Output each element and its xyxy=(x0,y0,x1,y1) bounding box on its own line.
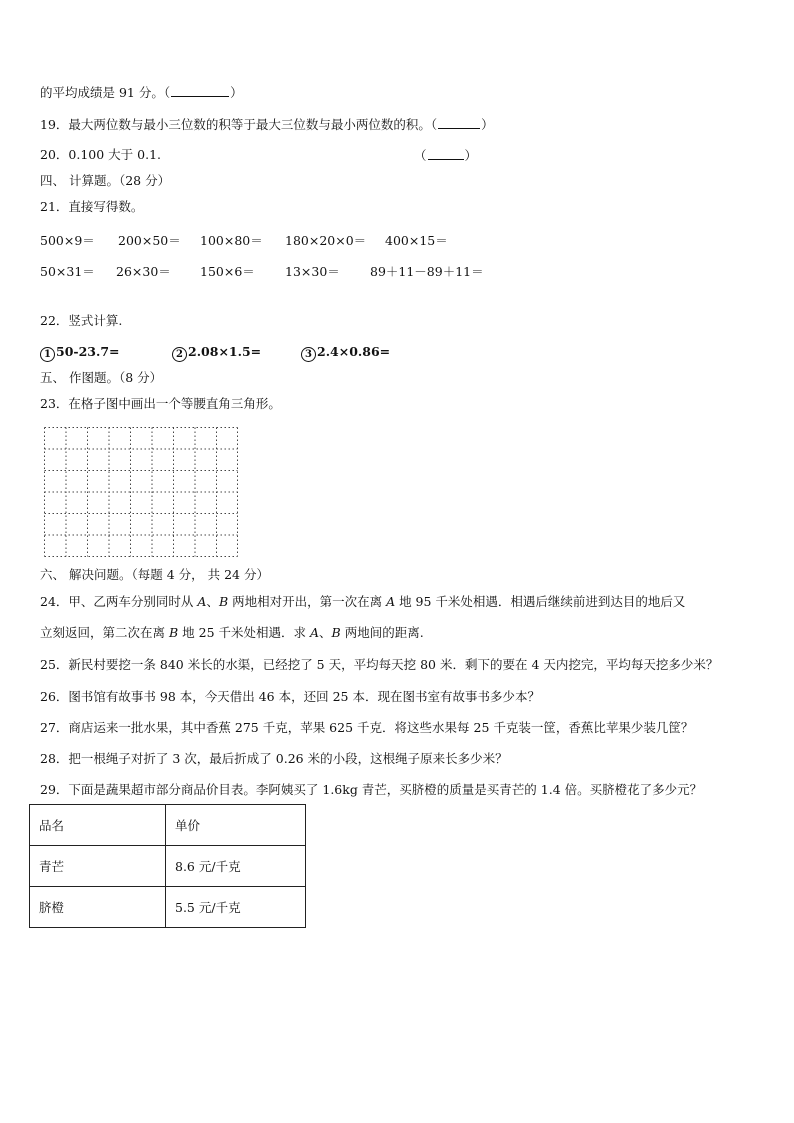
paren-close: ） xyxy=(230,85,243,100)
question-18-tail xyxy=(40,84,243,101)
section-6-heading: 六、 解决问题。（每题 4 分， 共 24 分） xyxy=(40,567,269,582)
text-segment: 两地相对开出，第一次在离 xyxy=(228,594,387,609)
table-header-row xyxy=(30,805,306,846)
point-label: B xyxy=(168,625,179,640)
calc-item: 89＋11－89＋11＝ xyxy=(370,264,484,279)
calc-item: 150×6＝ xyxy=(200,264,255,279)
question-24-line-2 xyxy=(40,625,424,641)
question-text: 的平均成绩是 91 分。（ xyxy=(40,85,171,100)
table-row xyxy=(30,846,306,887)
question-23-title: 23．在格子图中画出一个等腰直角三角形。 xyxy=(40,396,281,411)
point-label: A xyxy=(197,594,207,609)
calc-item: 400×15＝ xyxy=(385,233,448,248)
calc-expression: 2.08×1.5= xyxy=(188,344,262,359)
question-27: 27．商店运来一批水果，其中香蕉 275 千克，苹果 625 千克．将这些水果每 25 千克装一筐，香蕉比苹果少装几筐？ xyxy=(40,720,694,735)
paren-close: ） xyxy=(464,148,478,163)
question-20-answer xyxy=(414,147,477,164)
header-cell: 品名 xyxy=(30,805,166,846)
calc-item: 180×20×0＝ xyxy=(285,233,367,248)
vertical-calc-item xyxy=(40,344,120,362)
calc-expression: 50-23.7= xyxy=(56,344,120,359)
point-label: B xyxy=(218,594,229,609)
question-29: 29．下面是蔬果超市部分商品价目表。李阿姨买了 1.6kg 青芒，买脐橙的质量是买青芒的 1.4 倍。买脐橙花了多少元？ xyxy=(40,782,703,797)
question-19 xyxy=(40,116,494,133)
header-cell: 单价 xyxy=(166,805,306,846)
question-24-line-1 xyxy=(40,594,685,610)
price-table xyxy=(29,804,306,928)
calc-item: 200×50＝ xyxy=(118,233,181,248)
answer-blank[interactable] xyxy=(438,116,480,129)
vertical-calc-item xyxy=(172,344,261,362)
section-5-heading: 五、 作图题。（8 分） xyxy=(40,370,163,385)
circled-number: 2 xyxy=(172,347,187,362)
calc-item: 13×30＝ xyxy=(285,264,340,279)
question-22-title: 22．竖式计算. xyxy=(40,313,123,328)
dot-grid[interactable] xyxy=(44,427,238,557)
vertical-calc-item xyxy=(301,344,390,362)
text-segment: 地 95 千米处相遇．相遇后继续前进到达目的地后又 xyxy=(395,594,686,609)
table-row xyxy=(30,887,306,928)
calc-item: 50×31＝ xyxy=(40,264,95,279)
question-21-title: 21．直接写得数。 xyxy=(40,199,144,214)
table-cell: 青芒 xyxy=(30,846,166,887)
table-cell: 8.6 元/千克 xyxy=(166,846,306,887)
point-label: A xyxy=(309,625,320,640)
question-28: 28．把一根绳子对折了 3 次，最后折成了 0.26 米的小段，这根绳子原来长多少米？ xyxy=(40,751,508,766)
calc-item: 100×80＝ xyxy=(200,233,263,248)
text-segment: 地 25 千米处相遇．求 xyxy=(178,625,310,640)
paren-close: ） xyxy=(481,117,494,132)
calc-item: 26×30＝ xyxy=(116,264,171,279)
question-20 xyxy=(40,147,161,163)
circled-number: 1 xyxy=(40,347,55,362)
calc-expression: 2.4×0.86= xyxy=(317,344,391,359)
dot-grid-canvas xyxy=(44,427,238,557)
question-25: 25．新民村要挖一条 840 米长的水渠，已经挖了 5 天，平均每天挖 80 米．剩下的要在 4 天内挖完，平均每天挖多少米？ xyxy=(40,657,719,672)
question-26: 26．图书馆有故事书 98 本，今天借出 46 本，还回 25 本．现在图书室有故事书多少本？ xyxy=(40,689,540,704)
answer-blank[interactable] xyxy=(171,84,229,97)
section-4-heading: 四、 计算题。（28 分） xyxy=(40,173,171,188)
answer-blank[interactable] xyxy=(428,147,464,160)
text-segment: 、 xyxy=(319,625,332,640)
table-cell: 脐橙 xyxy=(30,887,166,928)
table-cell: 5.5 元/千克 xyxy=(166,887,306,928)
paren-open: （ xyxy=(414,148,427,163)
text-segment: 立刻返回，第二次在离 xyxy=(40,625,169,640)
calc-item: 500×9＝ xyxy=(40,233,95,248)
text-segment: 24．甲、乙两车分别同时从 xyxy=(40,594,198,609)
circled-number: 3 xyxy=(301,347,316,362)
question-text: 20．0.100 大于 0.1. xyxy=(40,147,161,162)
text-segment: 、 xyxy=(206,594,219,609)
point-label: B xyxy=(331,625,341,640)
question-text: 19．最大两位数与最小三位数的积等于最大三位数与最小两位数的积。（ xyxy=(40,117,438,132)
text-segment: 两地间的距离. xyxy=(340,625,424,640)
point-label: A xyxy=(386,594,396,609)
